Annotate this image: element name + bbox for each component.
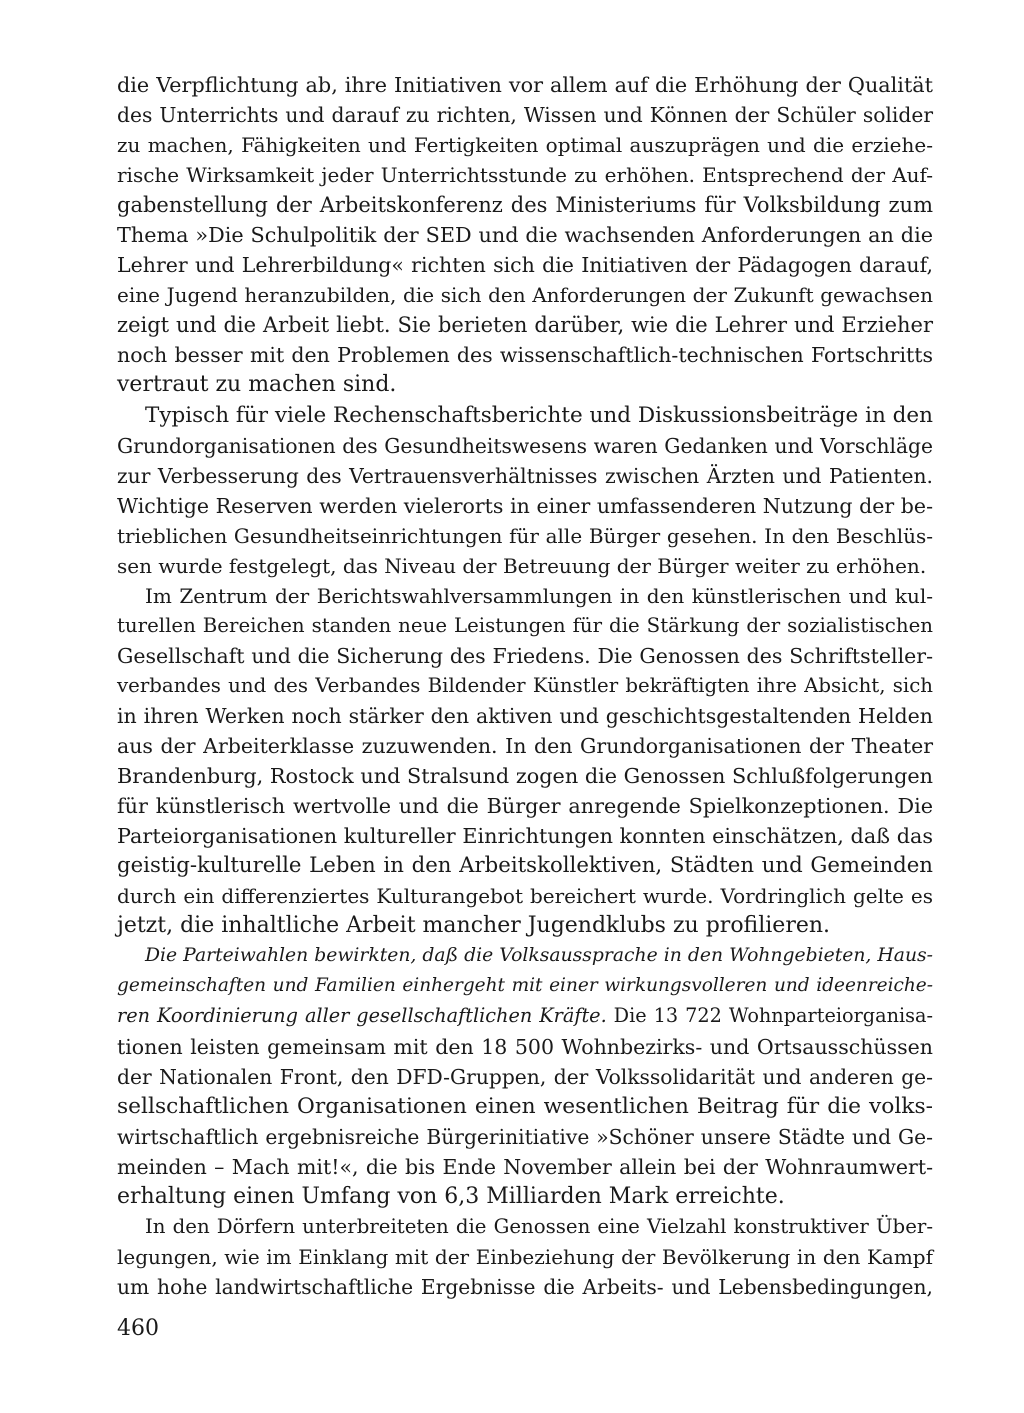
text-line (117, 1272, 933, 1302)
text-line (117, 431, 933, 461)
text-run: legungen, wie im Einklang mit der Einbeziehung der Bevölkerung in den Kampf (117, 1244, 933, 1269)
text-run: Brandenburg, Rostock und Stralsund zogen die Genossen Schlußfolgerungen (117, 764, 933, 789)
text-line (117, 581, 933, 611)
text-line (117, 521, 933, 551)
text-line (117, 491, 933, 521)
paragraph (117, 581, 933, 942)
text-run: zu machen, Fähigkeiten und Fertigkeiten optimal auszuprägen und die erziehe- (117, 133, 933, 158)
text-run: Typisch für viele Rechenschaftsberichte und Diskussionsbeiträge in den (145, 402, 933, 428)
paragraph (117, 70, 933, 401)
text-line (117, 791, 933, 821)
text-line (117, 731, 933, 761)
text-line (117, 190, 933, 220)
text-run: geistig-kulturelle Leben in den Arbeitskollektiven, Städten und Gemeinden (117, 853, 933, 879)
text-line (117, 671, 933, 701)
text-run: Gesellschaft und die Sicherung des Friedens. Die Genossen des Schriftsteller- (117, 643, 933, 668)
text-line (117, 1122, 933, 1152)
text-line (117, 461, 933, 491)
text-run: Im Zentrum der Berichtswahlversammlungen in den künstlerischen und kul- (145, 583, 933, 608)
text-line (117, 250, 933, 280)
text-run: Thema »Die Schulpolitik der SED und die wachsenden Anforderungen an die (117, 223, 933, 248)
text-line (117, 701, 933, 731)
text-line (117, 1001, 933, 1031)
text-run: des Unterrichts und darauf zu richten, Wissen und Können der Schüler solider (117, 103, 933, 128)
text-run: turellen Bereichen standen neue Leistungen für die Stärkung der sozialistischen (117, 613, 933, 637)
text-line (117, 100, 933, 130)
text-run: aus der Arbeiterklasse zuzuwenden. In den Grundorganisationen der Theater (117, 734, 933, 759)
text-line (117, 1212, 933, 1242)
text-run: Lehrer und Lehrerbildung« richten sich die Initiativen der Pädagogen darauf, (117, 253, 933, 278)
text-run: die Verpflichtung ab, ihre Initiativen vor allem auf die Erhöhung der Qualität (117, 73, 933, 97)
text-line (117, 911, 933, 941)
text-run: in ihren Werken noch stärker den aktiven und geschichtsgestaltenden Helden (117, 703, 933, 728)
text-line (117, 130, 933, 160)
text-line (117, 160, 933, 190)
text-line (117, 941, 933, 971)
text-line (117, 641, 933, 671)
text-line (117, 1242, 933, 1272)
text-run: meinden – Mach mit!«, die bis Ende November allein bei der Wohnraumwert- (117, 1154, 933, 1179)
text-run: um hohe landwirtschaftliche Ergebnisse die Arbeits- und Lebensbedingungen, (117, 1274, 933, 1299)
paragraph (117, 941, 933, 1211)
text-run: tionen leisten gemeinsam mit den 18 500 Wohnbezirks- und Ortsausschüssen (117, 1034, 933, 1059)
text-run: vertraut zu machen sind. (117, 372, 397, 398)
paragraph (117, 1212, 933, 1302)
text-line (117, 340, 933, 370)
text-run: für künstlerisch wertvolle und die Bürger anregende Spielkonzeptionen. Die (117, 794, 933, 819)
text-run: erhaltung einen Umfang von 6,3 Milliarden Mark erreichte. (117, 1183, 785, 1209)
text-line (117, 1092, 933, 1122)
page-number: 460 (117, 1316, 159, 1341)
text-line (117, 220, 933, 250)
paragraph (117, 401, 933, 581)
text-run: sellschaftlichen Organisationen einen wesentlichen Beitrag für die volks- (117, 1093, 933, 1119)
text-line (117, 401, 933, 431)
italic-text: ren Koordinierung aller gesellschaftlichen Kräfte. (117, 1004, 607, 1028)
text-run: trieblichen Gesundheitseinrichtungen für alle Bürger gesehen. In den Beschlüs- (117, 523, 933, 548)
text-run: jetzt, die inhaltliche Arbeit mancher Jugendklubs zu profilieren. (117, 913, 831, 939)
italic-text: gemeinschaften und Familien einhergeht mit einer wirkungsvolleren und ideenreiche- (117, 975, 933, 997)
text-line (117, 1062, 933, 1092)
text-line (117, 611, 933, 641)
text-line (117, 821, 933, 851)
text-run: durch ein differenziertes Kulturangebot bereichert wurde. Vordringlich gelte es (117, 884, 933, 909)
text-line (117, 310, 933, 340)
body-text (117, 70, 933, 1302)
text-line (117, 280, 933, 310)
text-line (117, 851, 933, 881)
text-line (117, 1152, 933, 1182)
text-line (117, 1032, 933, 1062)
text-run: sen wurde festgelegt, das Niveau der Betreuung der Bürger weiter zu erhöhen. (117, 553, 927, 578)
text-run: der Nationalen Front, den DFD-Gruppen, der Volkssolidarität und anderen ge- (117, 1064, 933, 1089)
text-run: eine Jugend heranzubilden, die sich den Anforderungen der Zukunft gewachsen (117, 283, 933, 308)
text-run: Grundorganisationen des Gesundheitswesens waren Gedanken und Vorschläge (117, 433, 933, 458)
text-line (117, 761, 933, 791)
text-line (117, 971, 933, 1001)
text-run: Die 13 722 Wohnparteiorganisa- (606, 1004, 933, 1028)
text-line (117, 370, 933, 400)
text-run: wirtschaftlich ergebnisreiche Bürgerinitiative »Schöner unsere Städte und Ge- (117, 1124, 933, 1149)
text-run: noch besser mit den Problemen des wissenschaftlich-technischen Fortschritts (117, 343, 933, 368)
italic-text: Die Parteiwahlen bewirkten, daß die Volksaussprache in den Wohngebieten, Haus- (145, 945, 933, 967)
text-line (117, 70, 933, 100)
text-run: gabenstellung der Arbeitskonferenz des Ministeriums für Volksbildung zum (117, 193, 933, 218)
text-run: verbandes und des Verbandes Bildender Künstler bekräftigten ihre Absicht, sich (117, 673, 933, 697)
text-run: zur Verbesserung des Vertrauensverhältnisses zwischen Ärzten und Patienten. (117, 463, 933, 488)
text-line (117, 1182, 933, 1212)
text-line (117, 881, 933, 911)
text-run: Parteiorganisationen kultureller Einrichtungen konnten einschätzen, daß das (117, 824, 933, 849)
text-run: zeigt und die Arbeit liebt. Sie berieten darüber, wie die Lehrer und Erzieher (117, 313, 933, 338)
text-run: In den Dörfern unterbreiteten die Genossen eine Vielzahl konstruktiver Über- (145, 1214, 933, 1238)
text-run: Wichtige Reserven werden vielerorts in einer umfassenderen Nutzung der be- (117, 493, 933, 518)
text-line (117, 551, 933, 581)
text-run: rische Wirksamkeit jeder Unterrichtsstunde zu erhöhen. Entsprechend der Auf- (117, 163, 933, 188)
